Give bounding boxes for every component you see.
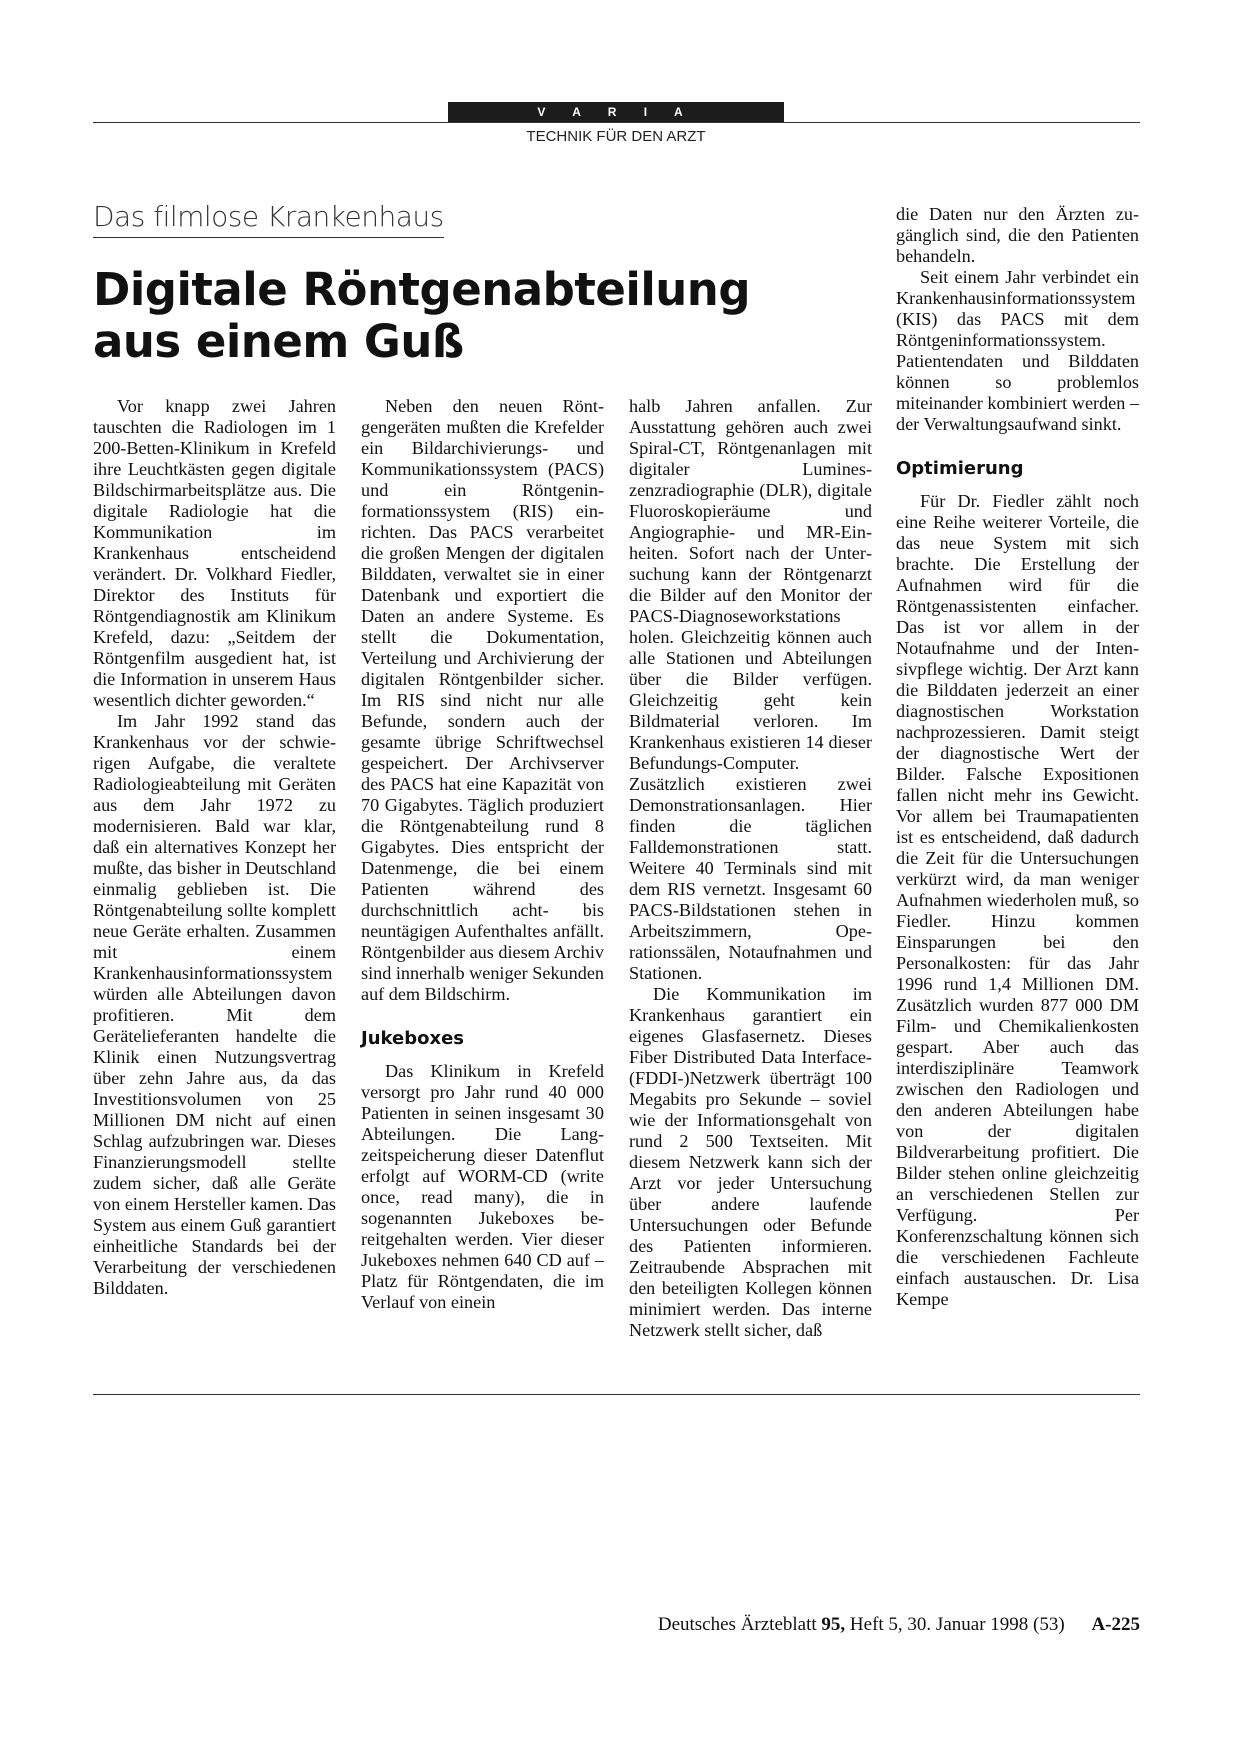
author-name: Dr. Lisa Kempe bbox=[896, 1268, 1140, 1309]
article-kicker: Das filmlose Krankenhaus bbox=[93, 200, 444, 238]
subheading-jukeboxes: Jukeboxes bbox=[361, 1028, 464, 1049]
paragraph: Im Jahr 1992 stand das Krankenhaus vor der schwierigen Aufgabe, die veraltete Radiologieabteilung mit Geräten aus dem Jahr 1972 zu modernisieren. Bald war klar, daß ein alternatives Konzept her mußte, das bisher in Deutschland einmalig geblieben ist. Die Röntgenabteilung sollte komplett neue Geräte erhalten. Zusammen mit einem Krankenhausinformationssystem würden alle Abteilungen davon profitieren. Mit dem Gerätelieferanten handelte die Klinik einen Nutzungsvertrag über zehn Jahre aus, da das Investitionsvolumen von 25 Millionen DM nicht auf einen Schlag aufzubringen war. Dieses Finanzierungsmodell stellte zudem sicher, daß alle Geräte von einem Hersteller kamen. Das System aus einem Guß garantiert einheitliche Standards bei der Verarbeitung der verschiedenen Bilddaten. bbox=[93, 711, 336, 1298]
page-number: A-225 bbox=[1091, 1614, 1140, 1635]
volume-number: 95, bbox=[821, 1614, 846, 1635]
text-column-3 bbox=[629, 396, 872, 1341]
varia-label: V A R I A bbox=[448, 102, 784, 122]
paragraph: Die Kommunikation im Krankenhaus garantiert ein eigenes Glasfasernetz. Dieses Fiber Distributed Data Interface-(FDDI-)Netzwerk überträgt 100 Megabits pro Sekunde – soviel wie der Informationsgehalt von rund 2 500 Textseiten. Mit diesem Netzwerk kann sich der Arzt vor jeder Untersuchung über andere laufende Untersuchungen oder Befunde des Patienten informieren. Zeitraubende Absprachen mit den beteiligten Kollegen können minimiert werden. Das interne Netzwerk stellt sicher, daß bbox=[629, 984, 872, 1340]
text-column-1 bbox=[93, 396, 336, 1299]
section-title: TECHNIK FÜR DEN ARZT bbox=[526, 128, 706, 145]
paragraph: Vor knapp zwei Jahren tauschten die Radiologen im 1 200-Betten-Klinikum in Krefeld ihre Leuchtkästen gegen digitale Bildschirmarbeitsplätze aus. Die digitale Radiologie hat die Kommunikation im Krankenhaus entscheidend verändert. Dr. Volkhard Fiedler, Direktor des Instituts für Röntgendiagnostik am Klinikum Krefeld, dazu: „Seitdem der Röntgenfilm ausgedient hat, ist die Information in unserem Haus wesentlich dichter geworden.“ bbox=[93, 396, 336, 710]
bottom-rule bbox=[93, 1394, 1140, 1395]
paragraph-with-author bbox=[896, 491, 1139, 1310]
headline-line-2: aus einem Guß bbox=[93, 315, 464, 368]
text-column-2 bbox=[361, 396, 604, 1313]
top-rule bbox=[93, 122, 1140, 123]
paragraph: Seit einem Jahr verbindet ein Krankenhausinformationssystem (KIS) das PACS mit dem Röntgeninformationssystem. Patientendaten und Bilddaten können so problemlos miteinander kombiniert werden – der Verwaltungsaufwand sinkt. bbox=[896, 267, 1139, 434]
text-column-4 bbox=[896, 204, 1139, 1310]
paragraph: Das Klinikum in Krefeld versorgt pro Jahr rund 40 000 Patienten in seinen insgesamt 30 Abteilungen. Die Langzeitspeicherung dieser Datenflut erfolgt auf WORM-CD (write once, read many), die in sogenannten Jukeboxes bereitgehalten werden. Vier dieser Jukeboxes nehmen 640 CD auf – Platz für Röntgendaten, die im Verlauf von einein bbox=[361, 1061, 604, 1312]
subheading-optimierung: Optimierung bbox=[896, 458, 1024, 479]
paragraph-text: Für Dr. Fiedler zählt noch eine Reihe weiterer Vorteile, die das neue System mit sich brachte. Die Erstellung der Aufnahmen wird für die Röntgenassistenten einfacher. Das ist vor allem in der Notaufnahme und der Intensivpflege wichtig. Der Arzt kann die Bilddaten jederzeit an einer diagnostischen Workstation nachprozessieren. Damit steigt der diagnostische Wert der Bilder. Falsche Expositionen fallen nicht mehr ins Gewicht. Vor allem bei Traumapatienten ist es entscheidend, daß dadurch die Zeit für die Untersuchungen verkürzt wird, da man weniger Aufnahmen wiederholen muß, so Fiedler. Hinzu kommen Einsparungen bei den Personalkosten: für das Jahr 1996 rund 1,4 Millionen DM. Zusätzlich wurden 877 000 DM Film- und Chemikalienkosten gespart. Aber auch das interdisziplinäre Teamwork zwischen den Radiologen und den anderen Abteilungen habe von der digitalen Bildverarbeitung profitiert. Die Bilder stehen online gleichzeitig an verschiedenen Stellen zur Verfügung. Per Konferenzschaltung können sich die verschiedenen Fachleute einfach austauschen. bbox=[896, 491, 1139, 1288]
headline-line-1: Digitale Röntgenabteilung bbox=[93, 263, 751, 316]
paragraph: halb Jahren anfallen. Zur Ausstattung gehören auch zwei Spiral-CT, Röntgenanlagen mit digitaler Lumineszenzradiographie (DLR), digitale Fluoroskopieräume und Angiographie- und MR-Einheiten. Sofort nach der Untersuchung kann der Röntgenarzt die Bilder auf den Monitor der PACS-Diagnoseworkstations holen. Gleichzeitig können auch alle Stationen und Abteilungen über die Bilder verfügen. Gleichzeitig geht kein Bildmaterial verloren. Im Krankenhaus existieren 14 dieser Befundungs-Computer. Zusätzlich existieren zwei Demonstrationsanlagen. Hier finden die täglichen Falldemonstrationen statt. Weitere 40 Terminals sind mit dem RIS vernetzt. Insgesamt 60 PACS-Bildstationen stehen in Arbeitszimmern, Operationssälen, Notaufnahmen und Stationen. bbox=[629, 396, 872, 983]
issue-info: Heft 5, 30. Januar 1998 (53) bbox=[849, 1614, 1065, 1635]
paragraph: die Daten nur den Ärzten zugänglich sind, die den Patienten behandeln. bbox=[896, 204, 1139, 266]
page-footer bbox=[658, 1614, 1140, 1636]
journal-name: Deutsches Ärzteblatt bbox=[657, 1614, 817, 1635]
article-headline bbox=[93, 264, 843, 368]
paragraph: Neben den neuen Röntgengeräten mußten die Krefelder ein Bildarchivierungs- und Kommunikationssystem (PACS) und ein Röntgeninformationssystem (RIS) einrichten. Das PACS verarbeitet die großen Mengen der digitalen Bilddaten, verwaltet sie in einer Datenbank und exportiert die Daten an andere Systeme. Es stellt die Dokumentation, Verteilung und Archivierung der digitalen Röntgenbilder sicher. Im RIS sind nicht nur alle Befunde, sondern auch der gesamte übrige Schriftwechsel gespeichert. Der Archivserver des PACS hat eine Kapazität von 70 Gigabytes. Täglich produziert die Röntgenabteilung rund 8 Gigabytes. Dies entspricht der Datenmenge, die bei einem Patienten während des durchschnittlich acht- bis neuntägigen Aufenthaltes anfällt. Röntgenbilder aus diesem Archiv sind innerhalb weniger Sekunden auf dem Bildschirm. bbox=[361, 396, 604, 1004]
